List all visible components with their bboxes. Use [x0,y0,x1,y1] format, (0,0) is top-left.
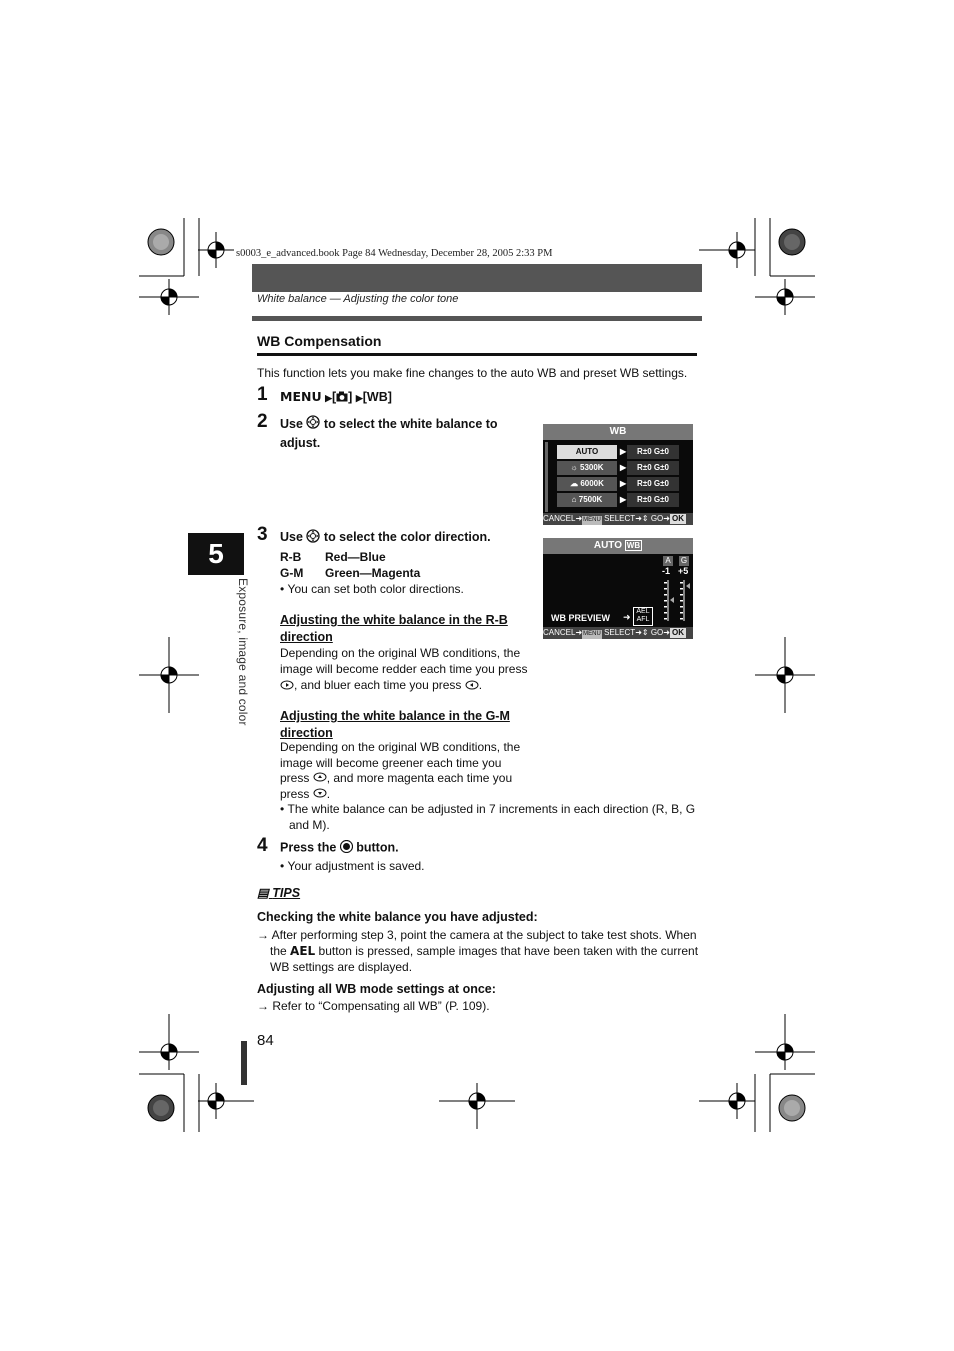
wb-row-label: 5300K [580,463,604,472]
go-label: GO [650,628,664,637]
menu-badge: MENU [583,517,601,523]
triangle-right-icon: ▶ [620,463,627,472]
tips-body-1 [257,927,698,975]
arrow-right-icon: → [257,928,269,942]
ok-badge: OK [671,514,684,523]
tips-line: After performing step 3, point the camera at the subject to take test shots. When [271,928,697,942]
sun-icon: ☼ [570,463,578,472]
step-3-number: 3 [257,524,268,545]
page-number-bar [241,1041,247,1085]
wb-badge: WB [626,541,641,550]
wb-row-value: R±0 G±0 [627,477,679,491]
triangle-right-icon: ▶ [325,393,332,403]
menu-label: MENU [280,389,322,404]
gm-line: press [280,771,310,785]
arrow-pad-icon [306,529,320,546]
bullet-item: • The white balance can be adjusted in 7 increments in each direction (R, B, G and M). [280,802,696,832]
g-value: +5 [678,566,689,576]
wb-scale-bars [661,578,691,623]
scrollbar [545,442,548,512]
step-2-line2: adjust. [280,436,321,451]
step-3-use: Use [280,529,303,544]
arrow-icon: ➜ [663,514,670,523]
down-arrow-button-icon [313,787,327,803]
ael-label: AEL [636,608,650,615]
step-2-line1: to select the white balance to [323,417,498,431]
running-title: White balance — Adjusting the color tone [257,293,459,305]
updown-icon: ⇕ [641,514,649,523]
wb-label: [WB] [362,390,392,404]
step-4-number: 4 [257,835,268,856]
wb-row-value: R±0 G±0 [627,445,679,459]
bullet-item: • You can set both color directions. [280,582,464,596]
select-label: SELECT [604,514,636,523]
wb-row-label: AUTO [557,445,617,459]
arrow-icon: ➜ [635,514,642,523]
wb-row-value: R±0 G±0 [627,493,679,507]
cloud-icon: ☁ [570,479,579,488]
step-1-text [280,389,392,405]
wb-row-value: R±0 G±0 [627,461,679,475]
column-g-header: G [680,556,688,565]
step-2-use: Use [280,417,303,431]
step-2-number: 2 [257,411,268,432]
wb-screen-title: WB [543,424,693,440]
tips-heading-2: Adjusting all WB mode settings at once: [257,982,496,996]
wb-preview-label: WB PREVIEW [551,613,611,623]
bracket: [ [332,390,337,404]
ok-button-icon [340,840,353,856]
section-title: WB Compensation [257,333,382,349]
rb-value: Red—Blue [325,550,386,564]
step-4-press: Press the [280,840,337,855]
arrow-pad-icon [306,415,320,434]
bracket: ] [348,390,353,404]
triangle-right-icon: ▶ [355,393,363,403]
bullet-text: and M). [289,818,330,832]
rb-line: , and bluer each time you press [294,678,462,692]
rb-body [280,645,527,694]
gm-heading-line2: direction [280,726,333,740]
tips-line: button is pressed, sample images that have been taken with the current [318,944,699,958]
rb-key: R-B [280,550,302,564]
tips-line: WB settings are displayed. [270,960,413,974]
ok-badge: OK [671,628,684,637]
arrow-icon: ➜ [663,628,670,637]
bullet-item: • Your adjustment is saved. [280,859,425,873]
arrow-icon: ➜ [575,514,583,523]
arrow-icon: ➜ [623,612,631,622]
ael-afl-button-icon [633,607,653,626]
triangle-right-icon: ▶ [620,447,627,456]
arrow-icon: ➜ [635,628,642,637]
wb-row-label: 6000K [580,479,604,488]
updown-icon: ⇕ [641,628,649,637]
wb-adjust-footer [543,627,693,639]
auto-label: AUTO [593,540,623,551]
a-value: -1 [662,566,671,576]
wb-row-label: 7500K [578,495,603,504]
go-label: GO [650,514,664,523]
header-rule [252,316,702,321]
wb-adjust-title [543,538,693,554]
triangle-right-icon: ▶ [620,479,627,488]
print-header: s0003_e_advanced.book Page 84 Wednesday, December 28, 2005 2:33 PM [236,248,553,259]
tips-icon: ▤ [257,886,269,900]
step-2-text [280,415,498,452]
rb-heading-line2: direction [280,630,333,644]
page-number: 84 [257,1032,274,1049]
wb-row-label-box [557,477,617,491]
shade-icon: ⌂ [571,495,577,504]
gm-line: Depending on the original WB conditions, the [280,740,521,754]
up-arrow-button-icon [313,771,327,787]
step-1-number: 1 [257,384,268,405]
chapter-tab: 5 [188,533,244,575]
tips-body-2 [257,999,490,1015]
select-label: SELECT [604,628,636,637]
wb-row-6000k [557,477,679,491]
bullet-text: Your adjustment is saved. [287,859,425,873]
rb-heading-line1: Adjusting the white balance in the R-B [280,613,508,627]
gm-key: G-M [280,566,304,580]
wb-row-5300k [557,461,679,475]
triangle-right-icon: ▶ [620,495,627,504]
bullet-text: You can set both color directions. [287,582,464,596]
rb-heading [280,612,508,646]
gm-line: , and more magenta each time you [326,771,513,785]
section-rule [257,353,697,356]
cancel-label: CANCEL [543,628,576,637]
wb-row-auto [557,445,679,459]
arrow-right-icon: → [257,999,269,1013]
wb-adjust-screen [543,538,693,639]
gm-line: . [326,786,331,801]
side-label: Exposure, image and color [236,578,250,726]
gm-body [280,740,520,802]
cancel-label: CANCEL [543,514,576,523]
rb-line: . [478,678,483,692]
tips-heading [257,885,300,900]
arrow-icon: ➜ [575,628,583,637]
wb-menu-screen [543,424,693,525]
ael-button-label: AEL [290,944,316,958]
gm-heading-line1: Adjusting the white balance in the G-M [280,709,510,723]
tips-line: the [270,944,287,958]
intro-text: This function lets you make fine changes to the auto WB and preset WB settings. [257,366,688,380]
wb-row-label-box [557,493,617,507]
menu-badge: MENU [583,631,601,637]
gm-line: image will become greener each time you [280,755,502,770]
bullet-text: The white balance can be adjusted in 7 increments in each direction (R, B, G [287,802,696,816]
rb-line: image will become redder each time you press [280,662,528,676]
wb-row-label-box [557,461,617,475]
step-3-line1: to select the color direction. [323,529,491,544]
step-4-button: button. [356,840,399,855]
tips-heading-1: Checking the white balance you have adjusted: [257,910,538,924]
gm-line: press [280,786,310,801]
step-4-text [280,840,399,856]
tips-label: TIPS [272,886,301,900]
step-3-text [280,529,491,546]
left-arrow-button-icon [465,678,479,694]
afl-label: AFL [636,616,650,623]
tips-line: Refer to “Compensating all WB” (P. 109). [272,999,490,1013]
header-bar [252,264,702,292]
wb-row-7500k [557,493,679,507]
camera-icon [336,391,348,405]
gm-value: Green—Magenta [325,566,421,580]
gm-heading [280,708,510,742]
wb-screen-footer [543,513,693,525]
rb-line: Depending on the original WB conditions, the [280,646,521,660]
column-a-header: A [663,556,673,566]
right-arrow-button-icon [280,678,294,694]
